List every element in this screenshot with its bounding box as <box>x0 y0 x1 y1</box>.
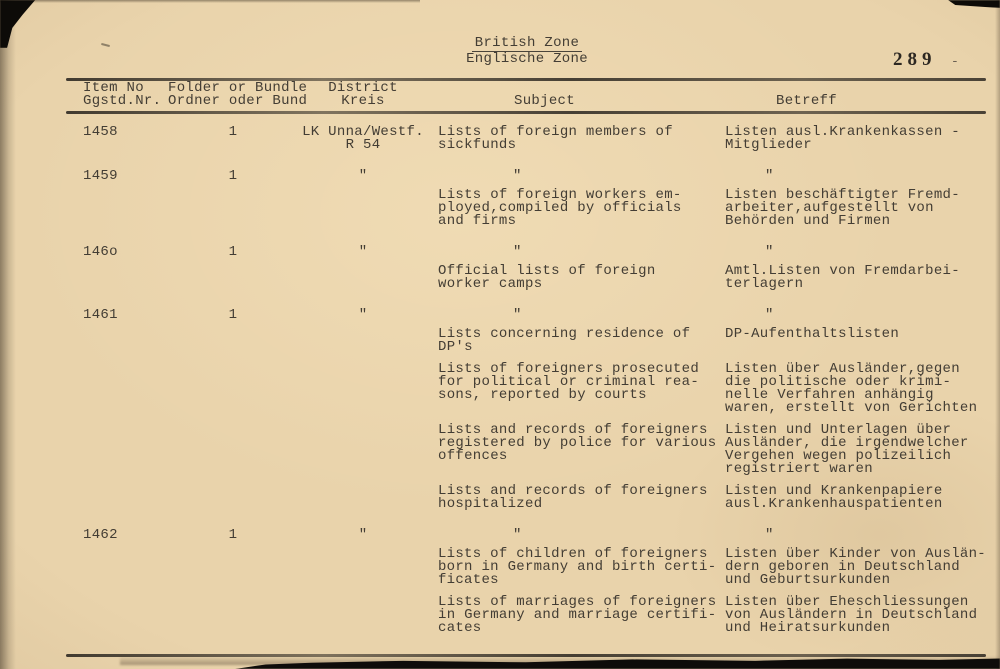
ditto-mark: " <box>765 168 774 184</box>
title-english: British Zone <box>472 37 582 52</box>
district-cell-line: LK Unna/Westf. <box>302 124 424 140</box>
subject-cell-line: Lists of marriages of foreigners <box>438 594 717 610</box>
betreff-cell-line: Behörden und Firmen <box>725 213 891 229</box>
table-row <box>68 170 986 183</box>
betreff-cell-line: Amtl.Listen von Fremdarbei- <box>725 263 960 279</box>
item-group <box>68 309 986 511</box>
subject-cell <box>428 170 713 183</box>
table-row <box>68 424 986 476</box>
item-group <box>68 126 986 152</box>
page-number-stamp: 289 <box>893 49 937 70</box>
table-row <box>68 309 986 322</box>
betreff-cell-line: DP-Aufenthaltslisten <box>725 326 900 342</box>
subject-cell-line: sons, reported by courts <box>438 387 647 403</box>
betreff-cell <box>713 170 986 183</box>
betreff-cell-line: registriert waren <box>725 461 873 477</box>
district-cell <box>298 246 428 259</box>
betreff-cell <box>713 189 986 228</box>
betreff-cell <box>713 265 986 291</box>
subject-cell-line: ployed,compiled by officials <box>438 200 682 216</box>
betreff-cell-line: Listen ausl.Krankenkassen - <box>725 124 960 140</box>
subject-cell <box>428 265 713 291</box>
betreff-cell-line: Ausländer, die irgendwelcher <box>725 435 969 451</box>
betreff-cell <box>713 529 986 542</box>
folder-cell-line: 1 <box>228 307 238 323</box>
title-german: Englische Zone <box>466 51 588 67</box>
district-cell-line: R 54 <box>345 137 381 153</box>
district-cell <box>298 309 428 322</box>
subject-cell <box>428 328 713 354</box>
betreff-cell <box>713 424 986 476</box>
item-no-cell-line: 1459 <box>83 168 118 184</box>
betreff-cell <box>713 485 986 511</box>
table-row <box>68 246 986 259</box>
ditto-mark: " <box>765 527 774 543</box>
ditto-mark: " <box>358 244 368 260</box>
subject-cell-line: cates <box>438 620 482 636</box>
scan-corner-top-right <box>948 0 1000 8</box>
table-row <box>68 548 986 587</box>
subject-cell-line: sickfunds <box>438 137 517 153</box>
betreff-cell-line: arbeiter,aufgestellt von <box>725 200 934 216</box>
scan-top-edge-shadow <box>0 0 420 3</box>
subject-cell-line: Lists and records of foreigners <box>438 483 708 499</box>
item-no-cell <box>68 170 168 183</box>
folder-cell <box>168 529 298 542</box>
subject-cell-line: hospitalized <box>438 496 543 512</box>
betreff-cell-line: dern geboren in Deutschland <box>724 559 960 575</box>
ditto-mark: " <box>765 307 774 323</box>
scan-left-edge-shadow <box>0 0 16 669</box>
subject-cell-line: registered by police for various <box>438 435 717 451</box>
folder-cell <box>168 246 298 259</box>
ditto-mark: " <box>358 307 368 323</box>
table-row <box>68 189 986 228</box>
item-no-cell <box>68 529 168 542</box>
table-row <box>68 126 986 152</box>
table-header-row <box>68 82 986 108</box>
ditto-mark: " <box>513 527 522 543</box>
subject-cell-line: for political or criminal rea- <box>438 374 700 390</box>
district-cell <box>298 529 428 542</box>
subject-cell-line: in Germany and marriage certifi- <box>438 607 717 623</box>
header-betreff: Betreff <box>776 93 837 109</box>
table-row <box>68 265 986 291</box>
folder-cell <box>168 309 298 322</box>
item-no-cell <box>68 309 168 322</box>
item-no-cell-line: 1462 <box>83 527 118 543</box>
subject-cell-line: born in Germany and birth certi- <box>437 559 717 575</box>
folder-cell <box>168 170 298 183</box>
subject-cell <box>428 246 713 259</box>
table-body <box>68 114 986 635</box>
betreff-cell-line: Vergehen wegen polizeilich <box>725 448 952 464</box>
item-no-cell-line: 146o <box>83 244 118 260</box>
folder-cell-line: 1 <box>228 527 238 543</box>
header-district: District Kreis <box>328 80 398 109</box>
subject-cell <box>428 485 713 511</box>
ditto-mark: " <box>765 244 774 260</box>
betreff-cell-line: waren, erstellt von Gerichten <box>725 400 978 416</box>
betreff-cell-line: Listen über Kinder von Auslän- <box>724 546 986 562</box>
subject-cell-line: Lists of foreign workers em- <box>438 187 682 203</box>
subject-cell <box>428 546 717 588</box>
folder-cell <box>168 126 298 139</box>
table-row <box>68 363 986 415</box>
item-no-cell <box>68 126 168 139</box>
betreff-cell-line: die politische oder krimi- <box>725 374 952 390</box>
betreff-cell <box>713 126 986 152</box>
betreff-cell-line: von Ausländern in Deutschland <box>725 607 978 623</box>
betreff-cell-line: terlagern <box>725 276 804 292</box>
subject-cell-line: offences <box>438 448 508 464</box>
subject-cell <box>428 363 713 402</box>
district-cell <box>298 170 428 183</box>
table-header <box>68 82 986 108</box>
subject-cell-line: DP's <box>438 339 473 355</box>
folder-cell-line: 1 <box>228 244 238 260</box>
subject-cell-line: Lists concerning residence of <box>438 326 691 342</box>
subject-cell-line: Official lists of foreign <box>438 263 656 279</box>
betreff-cell-line: Listen über Eheschliessungen <box>725 594 969 610</box>
ditto-mark: " <box>513 307 522 323</box>
betreff-cell-line: und Heiratsurkunden <box>725 620 891 636</box>
subject-cell-line: Lists and records of foreigners <box>438 422 708 438</box>
district-cell <box>298 126 428 152</box>
ditto-mark: " <box>358 527 368 543</box>
folder-cell-line: 1 <box>228 168 238 184</box>
betreff-cell <box>713 309 986 322</box>
subject-cell <box>428 309 713 322</box>
page-number-dash: - <box>951 54 959 69</box>
page-title <box>27 37 1000 66</box>
betreff-cell-line: Listen über Ausländer,gegen <box>725 361 960 377</box>
subject-cell-line: and firms <box>438 213 517 229</box>
betreff-cell-line: und Geburtsurkunden <box>724 572 891 588</box>
subject-cell <box>428 189 713 228</box>
item-no-cell <box>68 246 168 259</box>
subject-cell-line: Lists of foreigners prosecuted <box>438 361 700 377</box>
table-row <box>68 328 986 354</box>
subject-cell-line: ficates <box>437 572 499 588</box>
table-row <box>68 596 986 635</box>
betreff-cell-line: Listen und Krankenpapiere <box>725 483 943 499</box>
item-group <box>68 170 986 228</box>
betreff-cell <box>713 548 986 587</box>
betreff-cell <box>713 328 986 341</box>
betreff-cell-line: nelle Verfahren anhängig <box>725 387 934 403</box>
scan-right-edge-shadow <box>995 0 1000 669</box>
betreff-cell-line: Listen und Unterlagen über <box>725 422 952 438</box>
table-row <box>68 485 986 511</box>
subject-cell <box>428 529 713 542</box>
subject-cell <box>428 422 717 464</box>
subject-cell-line: worker camps <box>438 276 543 292</box>
item-no-cell-line: 1458 <box>83 124 118 140</box>
item-group <box>68 246 986 291</box>
folder-cell-line: 1 <box>228 124 238 140</box>
subject-cell <box>428 594 717 636</box>
item-no-cell-line: 1461 <box>83 307 118 323</box>
betreff-cell-line: Mitglieder <box>725 137 813 153</box>
betreff-cell <box>713 246 986 259</box>
betreff-cell <box>713 363 986 415</box>
betreff-cell-line: ausl.Krankenhauspatienten <box>725 496 943 512</box>
ditto-mark: " <box>513 168 522 184</box>
item-group <box>68 529 986 635</box>
ditto-mark: " <box>358 168 368 184</box>
subject-cell-line: Lists of foreign members of <box>438 124 673 140</box>
subject-cell-line: Lists of children of foreigners <box>437 546 708 562</box>
table-row <box>68 529 986 542</box>
betreff-cell <box>713 596 986 635</box>
header-subject: Subject <box>514 93 575 109</box>
betreff-cell-line: Listen beschäftigter Fremd- <box>725 187 960 203</box>
header-folder-bundle: Folder or Bundle Ordner oder Bund <box>168 80 308 109</box>
header-item-no: Item No Ggstd.Nr. <box>83 80 162 109</box>
ditto-mark: " <box>513 244 522 260</box>
subject-cell <box>428 126 713 152</box>
